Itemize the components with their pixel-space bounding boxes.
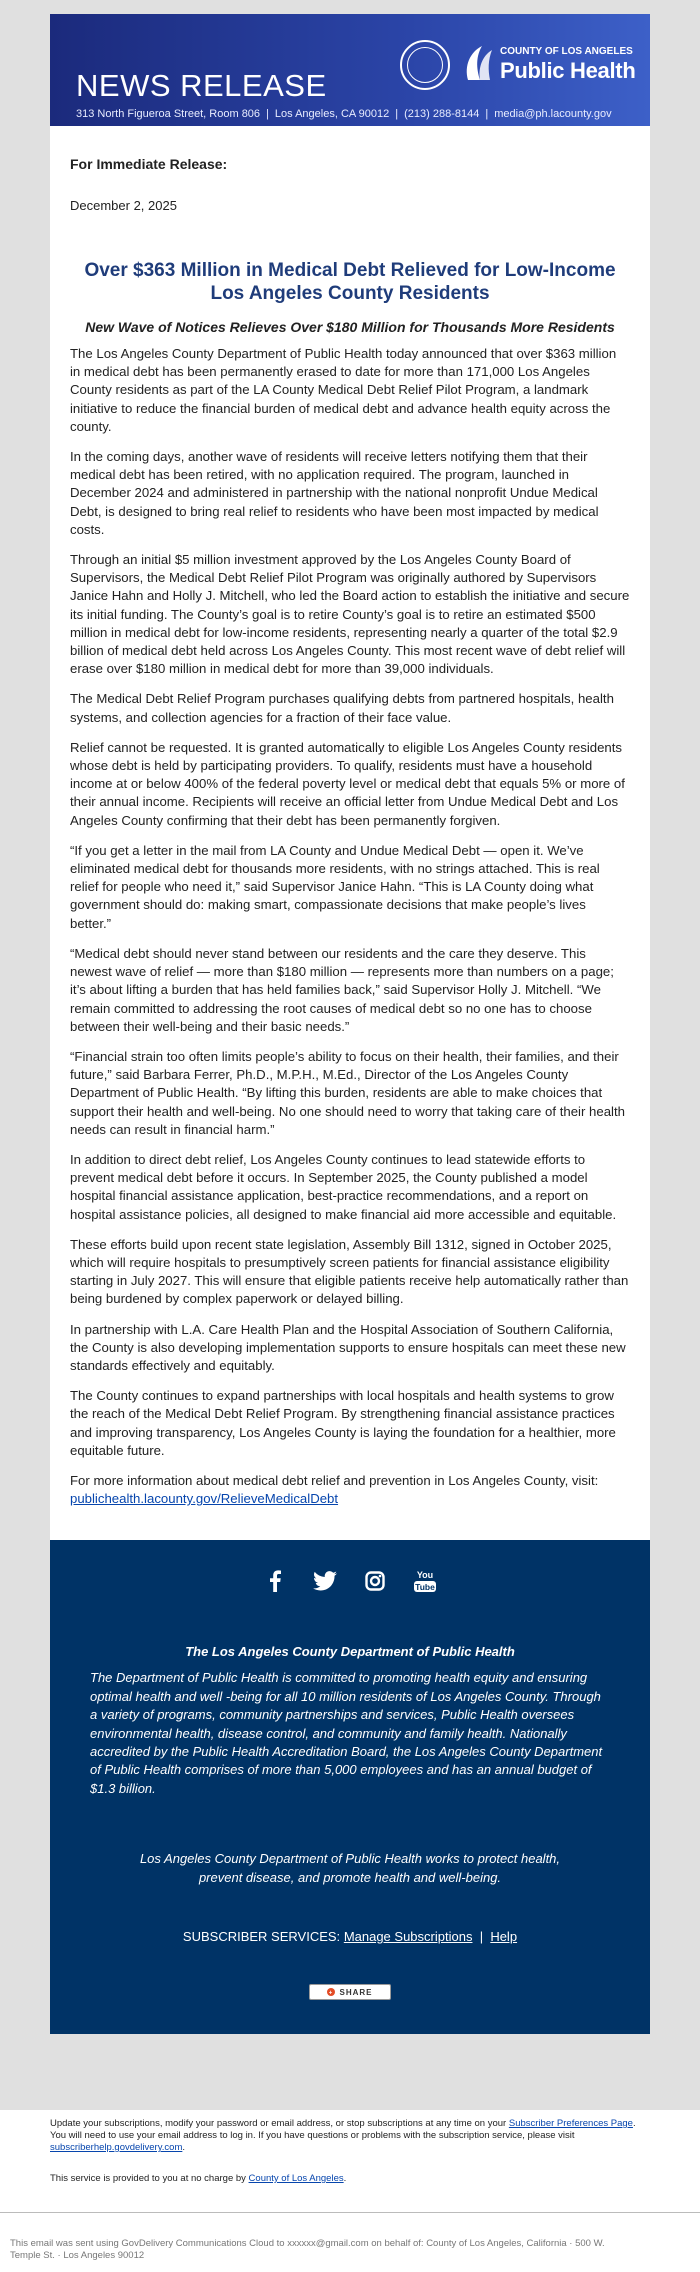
release-label: For Immediate Release: (70, 156, 228, 172)
svg-text:Tube: Tube (415, 1582, 435, 1593)
address-street: 313 North Figueroa Street, Room 806 (76, 108, 261, 120)
footer-dark-panel (50, 1540, 650, 2034)
release-paragraph: “Financial strain too often limits people’s ability to focus on their health, their families, and their future,” said Barbara Ferrer, Ph.D., M.P.H., M.Ed., Director of the Los Angeles County Department of Public Health. “By lifting this burden, residents are able to make choices that support their health and well-being. No one should need to worry that taking care of their health needs can result in financial harm.” (70, 1048, 625, 1137)
contact-address-line: 313 North Figueroa Street, Room 806 | Los Angeles, CA 90012 | (213) 288-8144 | media@ph.lacounty.gov (76, 108, 612, 120)
release-paragraph: The Medical Debt Relief Program purchases qualifying debts from partnered hospitals, health systems, and collection agencies for a fraction of their face value. (70, 691, 614, 725)
release-paragraph: “Medical debt should never stand between our residents and the care they deserve. This newest wave of relief — more than $180 million — represents more than numbers on a page; it’s about lifting a burden that has held families back,” said Supervisor Holly J. Mitchell. “We remain committed to addressing the root causes of medical debt so no one has to choose between their well-being and their basic needs.” (70, 945, 614, 1034)
release-headline: Over $363 Million in Medical Debt Relieved for Low-Income Los Angeles County Residents (84, 260, 616, 304)
manage-subscriptions-link[interactable]: Manage Subscriptions (343, 1929, 473, 1945)
service-notice-end: . (343, 2173, 347, 2184)
subscriber-preferences-link[interactable]: Subscriber Preferences Page (508, 2118, 633, 2129)
news-release-header (50, 14, 650, 126)
svg-text:You: You (416, 1570, 434, 1581)
share-icon (327, 1988, 335, 1996)
release-body (50, 126, 650, 1540)
logo-county-text: COUNTY OF LOS ANGELES (500, 46, 633, 57)
dept-mission: Los Angeles County Department of Public Health works to protect health, prevent disease, and promote health and well-being. (139, 1851, 561, 1885)
subscription-notice-text-3: . (182, 2142, 185, 2153)
social-icons-row (90, 1566, 610, 1596)
release-subhead: New Wave of Notices Relieves Over $180 Million for Thousands More Residents (85, 319, 615, 335)
twitter-icon[interactable] (312, 1568, 338, 1594)
share-label: SHARE (339, 1987, 373, 1997)
address-email[interactable]: media@ph.lacounty.gov (494, 108, 612, 120)
release-date: December 2, 2025 (70, 198, 177, 213)
release-paragraph: Relief cannot be requested. It is granted automatically to eligible Los Angeles County residents whose debt is held by participating providers. To qualify, residents must have a household income at or below 400% of the federal poverty level or medical debt that equals 5% or more of their annual income. Recipients will receive an official letter from Undue Medical Debt and Los Angeles County confirming that their debt has been permanently forgiven. (70, 739, 625, 828)
subscription-notice-text-1: Update your subscriptions, modify your password or email address, or stop subscriptions at any time on your (50, 2118, 509, 2129)
release-paragraph: The County continues to expand partnerships with local hospitals and health systems to grow the reach of the Medical Debt Relief Program. By strengthening financial assistance practices and improving transparency, Los Angeles County is laying the foundation for a healthier, more equitable future. (70, 1388, 616, 1458)
closing-text: For more information about medical debt relief and prevention in Los Angeles County, visit: (70, 1472, 599, 1488)
facebook-icon[interactable] (262, 1568, 288, 1594)
release-paragraph: In addition to direct debt relief, Los Angeles County continues to lead statewide efforts to prevent medical debt before it occurs. In September 2025, the County published a model hospital financial assistance application, best-practice recommendations, and a report on hospital assistance policies, all designed to make financial aid more accessible and equitable. (70, 1151, 617, 1222)
release-paragraph: Through an initial $5 million investment approved by the Los Angeles County Board of Supervisors, the Medical Debt Relief Pilot Program was originally authored by Supervisors Janice Hahn and Holly J. Mitchell, who led the Board action to establish the initiative and secure its initial funding. The County’s goal is to retire County’s goal is to retire an estimated $500 million in medical debt for low-income residents, representing nearly a quarter of the total $2.9 billion of medical debt held across Los Angeles County. This most recent wave of debt relief will erase over $180 million in medical debt for more than 39,000 individuals. (70, 552, 630, 677)
youtube-icon[interactable] (412, 1568, 438, 1594)
news-release-card (50, 14, 650, 2034)
closing-paragraph (70, 1472, 630, 1508)
dept-title: The Los Angeles County Department of Public Health (185, 1644, 515, 1660)
county-of-los-angeles-link[interactable]: County of Los Angeles (248, 2173, 344, 2184)
release-paragraph: These efforts build upon recent state legislation, Assembly Bill 1312, signed in October 2025, which will require hospitals to presumptively screen patients for financial assistance eligibility starting in July 2027. This will ensure that eligible patients receive help automatically rather than being burdened by complex paperwork or delayed billing. (70, 1236, 629, 1307)
subscriber-help-link[interactable]: subscriberhelp.govdelivery.com (50, 2142, 183, 2153)
share-wrap (90, 1984, 610, 2000)
govdelivery-notice: This email was sent using GovDelivery Communications Cloud to xxxxxx@gmail.com on behalf of: County of Los Angeles, California · 500 W. Temple St. · Los Angeles 90012 (10, 2238, 605, 2261)
svg-text:+: + (329, 1990, 334, 1997)
news-release-title: NEWS RELEASE (76, 68, 327, 103)
footer-divider (0, 2212, 700, 2213)
address-phone: (213) 288-8144 (404, 108, 480, 120)
service-notice-text: This service is provided to you at no charge by (50, 2173, 249, 2184)
public-health-logo-icon (462, 40, 496, 86)
instagram-icon[interactable] (362, 1568, 388, 1594)
release-paragraph: In the coming days, another wave of residents will receive letters notifying them that their medical debt has been retired, with no application required. The program, launched in December 2024 and administered in partnership with the national nonprofit Undue Medical Debt, is designed to bring real relief to residents who have been most impacted by medical costs. (70, 449, 599, 537)
release-paragraph: In partnership with L.A. Care Health Plan and the Hospital Association of Southern California, the County is also developing implementation supports to ensure hospitals can meet these new standards effectively and equitably. (70, 1321, 626, 1373)
logo-public-health-text: Public Health (500, 58, 636, 83)
subscriber-label: SUBSCRIBER SERVICES: (182, 1929, 341, 1945)
share-button[interactable] (309, 1984, 391, 2000)
service-notice (50, 2173, 650, 2184)
address-city: Los Angeles, CA 90012 (274, 108, 390, 120)
subscription-notice (50, 2118, 650, 2154)
subscriber-separator: | (479, 1929, 484, 1945)
email-footer (0, 2110, 700, 2272)
subscriber-services (90, 1929, 610, 1944)
subscription-notice-text-2: . You will need to use your email address to log in. If you have questions or problems with the subscription service, please visit (50, 2118, 636, 2141)
help-link[interactable]: Help (490, 1929, 518, 1945)
release-paragraph: “If you get a letter in the mail from LA County and Undue Medical Debt — open it. We’ve eliminated medical debt for thousands more residents, with no strings attached. This is real relief for people who need it,” said Supervisor Janice Hahn. “This is LA County doing what government should do: making smart, compassionate decisions that make people’s lives better.” (70, 842, 600, 931)
relieve-medical-debt-link[interactable]: publichealth.lacounty.gov/RelieveMedicalDebt (70, 1491, 339, 1507)
dept-description: The Department of Public Health is committed to promoting health equity and ensuring optimal health and well -being for all 10 million residents of Los Angeles County. Through a variety of programs, community partnerships and services, Public Health oversees environmental health, disease control, and community and family health. Nationally accredited by the Public Health Accreditation Board, the Los Angeles County Department of Public Health comprises of more than 5,000 employees and has an annual budget of $1.3 billion. (90, 1670, 603, 1796)
county-seal-icon (400, 40, 450, 90)
release-paragraph: The Los Angeles County Department of Public Health today announced that over $363 million in medical debt has been permanently erased to date for more than 171,000 Los Angeles County residents as part of the LA County Medical Debt Relief Pilot Program, a landmark initiative to reduce the financial burden of medical debt and advance health equity across the county. (70, 346, 617, 434)
